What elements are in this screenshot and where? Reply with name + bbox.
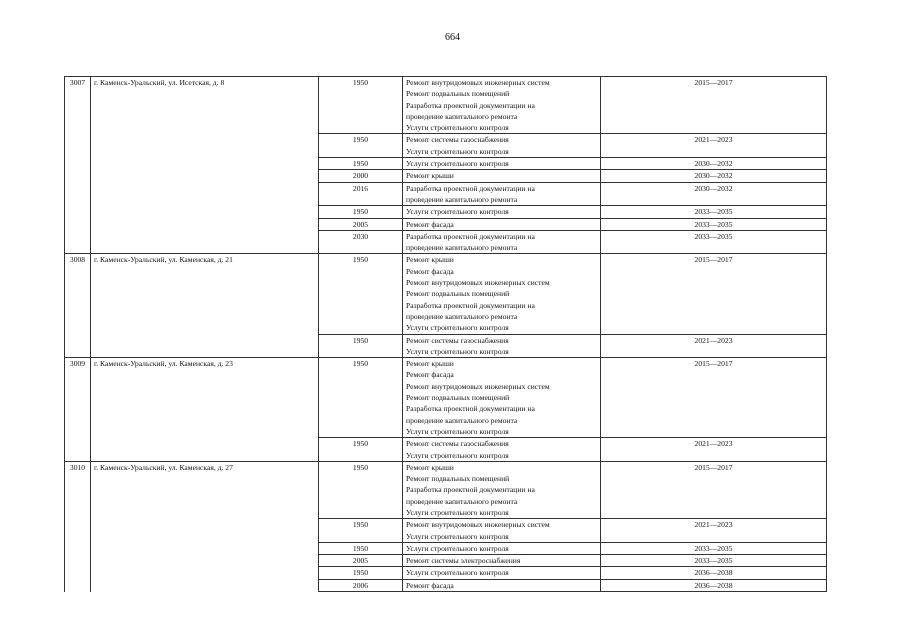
table-body: [65, 77, 827, 592]
row-period: 2021—2023: [601, 134, 827, 158]
row-works: [403, 438, 601, 462]
row-year: 1950: [319, 77, 403, 134]
row-year: 2016: [319, 182, 403, 206]
table-row: [65, 358, 827, 438]
row-period: 2033—2035: [601, 218, 827, 230]
work-item: Ремонт системы электроснабжения: [406, 556, 521, 566]
work-item: Разработка проектной документации на: [406, 100, 535, 110]
work-item: Ремонт системы газоснабжения: [406, 439, 509, 449]
row-period: 2033—2035: [601, 542, 827, 554]
row-works: [403, 358, 601, 438]
work-item: Услуги строительного контроля: [406, 426, 509, 436]
row-year: 1950: [319, 519, 403, 543]
row-works: [403, 555, 601, 567]
row-works: [403, 77, 601, 134]
row-works: [403, 158, 601, 170]
row-year: 2006: [319, 579, 403, 591]
record-id: 3008: [65, 254, 91, 358]
row-year: 1950: [319, 438, 403, 462]
row-period: 2030—2032: [601, 182, 827, 206]
row-period: 2015—2017: [601, 77, 827, 134]
work-item: Ремонт системы газоснабжения: [406, 135, 509, 145]
work-item: проведение капитального ремонта: [406, 311, 518, 321]
work-item: Ремонт крыши: [406, 462, 454, 472]
work-item: Ремонт системы газоснабжения: [406, 335, 509, 345]
row-year: 1950: [319, 358, 403, 438]
record-id: 3007: [65, 77, 91, 254]
row-period: 2021—2023: [601, 519, 827, 543]
table-row: [65, 254, 827, 334]
row-works: [403, 461, 601, 518]
work-item: Ремонт внутридомовых инженерных систем: [406, 278, 550, 288]
page-number: 664: [445, 32, 460, 43]
work-item: Ремонт подвальных помещений: [406, 89, 510, 99]
row-year: 1950: [319, 158, 403, 170]
work-item: Услуги строительного контроля: [406, 346, 509, 356]
work-item: Ремонт фасада: [406, 266, 454, 276]
row-works: [403, 254, 601, 334]
row-works: [403, 182, 601, 206]
repair-schedule-table: [64, 76, 827, 592]
row-works: [403, 218, 601, 230]
row-works: [403, 519, 601, 543]
work-item: Услуги строительного контроля: [406, 207, 509, 217]
work-item: Услуги строительного контроля: [406, 531, 509, 541]
row-works: [403, 579, 601, 591]
record-address: г. Каменск-Уральский, ул. Каменская, д. 21: [91, 254, 319, 358]
work-item: Ремонт подвальных помещений: [406, 393, 510, 403]
work-item: Разработка проектной документации на: [406, 404, 535, 414]
work-item: Разработка проектной документации на: [406, 300, 535, 310]
work-item: Ремонт фасада: [406, 219, 454, 229]
work-item: Ремонт крыши: [406, 359, 454, 369]
row-works: [403, 206, 601, 218]
work-item: Ремонт подвальных помещений: [406, 289, 510, 299]
work-item: Услуги строительного контроля: [406, 507, 509, 517]
work-item: Ремонт крыши: [406, 171, 454, 181]
row-year: 1950: [319, 206, 403, 218]
record-id: 3010: [65, 461, 91, 591]
row-period: 2033—2035: [601, 206, 827, 218]
record-address: г. Каменск-Уральский, ул. Исетская, д. 8: [91, 77, 319, 254]
work-item: Ремонт внутридомовых инженерных систем: [406, 381, 550, 391]
work-item: Услуги строительного контроля: [406, 543, 509, 553]
work-item: проведение капитального ремонта: [406, 194, 518, 204]
work-item: Ремонт подвальных помещений: [406, 474, 510, 484]
work-item: Услуги строительного контроля: [406, 146, 509, 156]
row-year: 2005: [319, 218, 403, 230]
work-item: Разработка проектной документации на: [406, 485, 535, 495]
work-item: Ремонт фасада: [406, 370, 454, 380]
work-item: Услуги строительного контроля: [406, 568, 509, 578]
row-year: 2005: [319, 555, 403, 567]
row-year: 1950: [319, 334, 403, 358]
row-works: [403, 170, 601, 182]
work-item: Услуги строительного контроля: [406, 123, 509, 133]
row-works: [403, 230, 601, 254]
work-item: Ремонт крыши: [406, 255, 454, 265]
row-period: 2015—2017: [601, 358, 827, 438]
work-item: Ремонт внутридомовых инженерных систем: [406, 520, 550, 530]
row-year: 2000: [319, 170, 403, 182]
work-item: Разработка проектной документации на: [406, 183, 535, 193]
row-period: 2030—2032: [601, 170, 827, 182]
table-row: [65, 77, 827, 134]
row-period: 2033—2035: [601, 230, 827, 254]
row-year: 1950: [319, 461, 403, 518]
work-item: Разработка проектной документации на: [406, 231, 535, 241]
record-address: г. Каменск-Уральский, ул. Каменская, д. 23: [91, 358, 319, 462]
work-item: Услуги строительного контроля: [406, 159, 509, 169]
row-period: 2021—2023: [601, 438, 827, 462]
row-year: 2030: [319, 230, 403, 254]
record-id: 3009: [65, 358, 91, 462]
work-item: проведение капитального ремонта: [406, 243, 518, 253]
row-period: 2030—2032: [601, 158, 827, 170]
row-period: 2015—2017: [601, 254, 827, 334]
work-item: проведение капитального ремонта: [406, 496, 518, 506]
row-period: 2036—2038: [601, 579, 827, 591]
row-year: 1950: [319, 567, 403, 579]
work-item: проведение капитального ремонта: [406, 415, 518, 425]
work-item: Услуги строительного контроля: [406, 450, 509, 460]
record-address: г. Каменск-Уральский, ул. Каменская, д. 27: [91, 461, 319, 591]
row-period: 2021—2023: [601, 334, 827, 358]
row-year: 1950: [319, 542, 403, 554]
row-period: 2015—2017: [601, 461, 827, 518]
row-works: [403, 567, 601, 579]
row-year: 1950: [319, 254, 403, 334]
work-item: проведение капитального ремонта: [406, 111, 518, 121]
table-row: [65, 461, 827, 518]
row-works: [403, 134, 601, 158]
row-period: 2033—2035: [601, 555, 827, 567]
work-item: Ремонт внутридомовых инженерных систем: [406, 78, 550, 87]
row-works: [403, 542, 601, 554]
row-period: 2036—2038: [601, 567, 827, 579]
work-item: Услуги строительного контроля: [406, 323, 509, 333]
row-works: [403, 334, 601, 358]
work-item: Ремонт фасада: [406, 580, 454, 590]
row-year: 1950: [319, 134, 403, 158]
